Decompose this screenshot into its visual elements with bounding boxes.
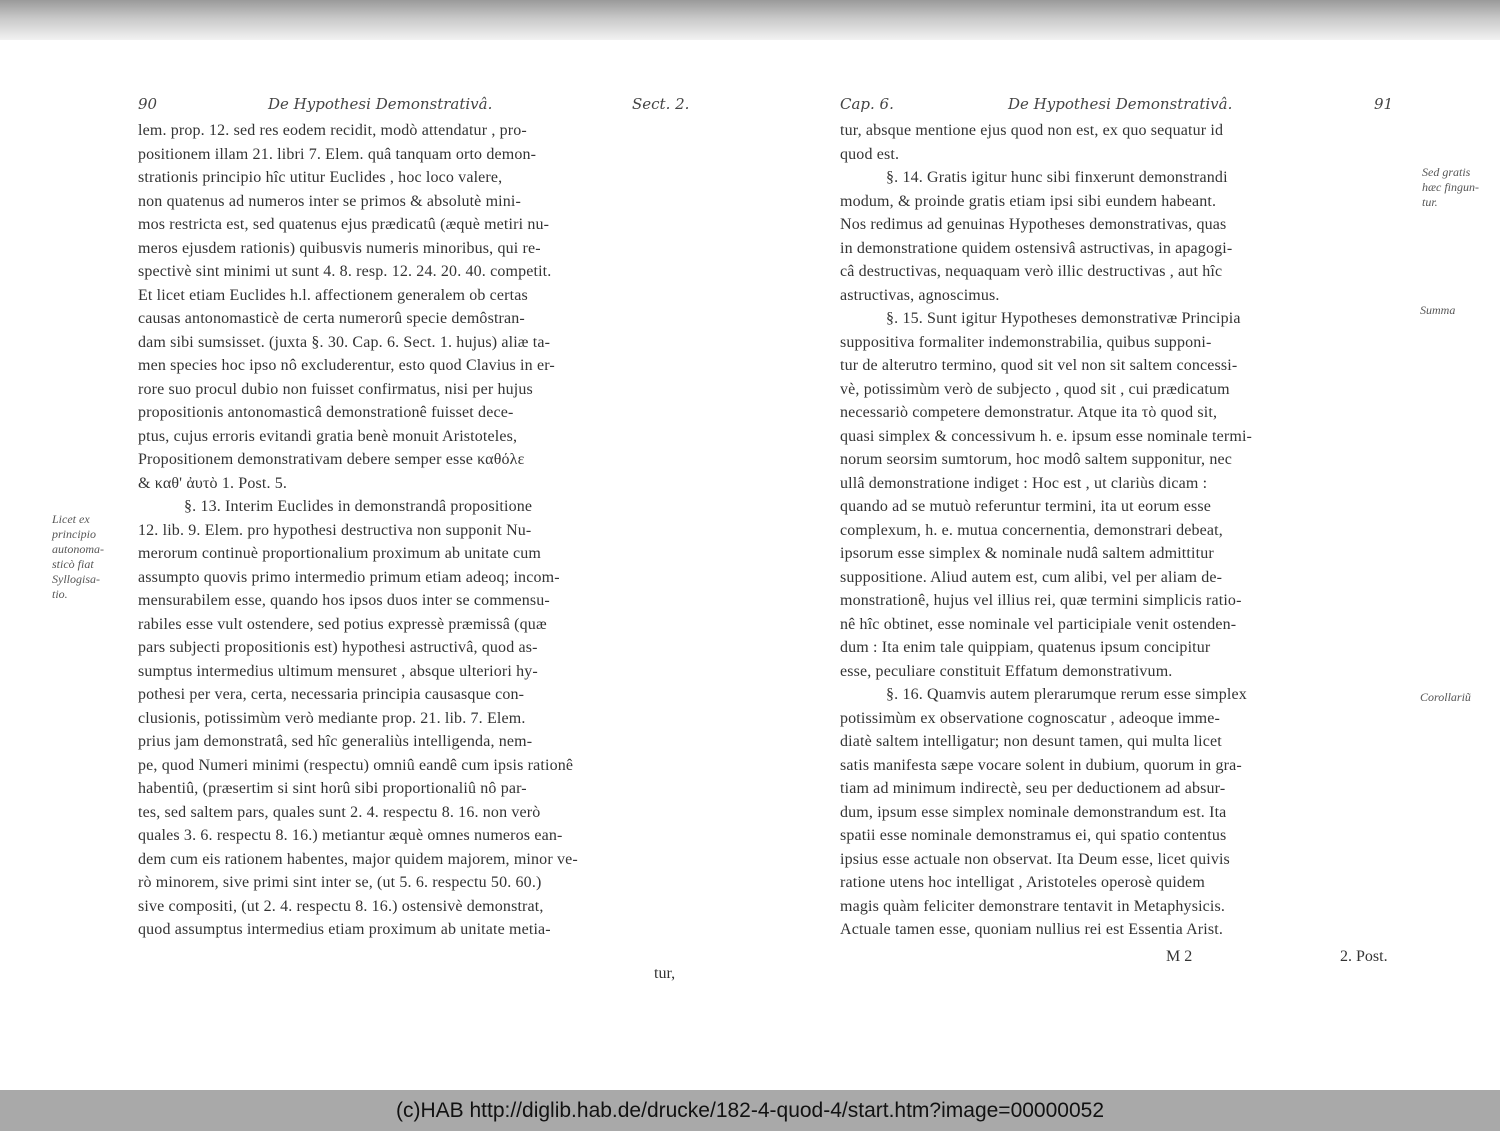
text-line: spatii esse nominale demonstramus ei, qui spatio contentus	[840, 827, 1227, 844]
text-line: rò minorem, sive primi sint inter se, (ut 5. 6. respectu 50. 60.)	[138, 874, 542, 891]
text-line: rabiles esse vult ostendere, sed potius expressè præmissâ (quæ	[138, 615, 547, 633]
text-line: §. 13. Interim Euclides in demonstrandâ propositione	[184, 498, 533, 515]
margin-note	[1420, 303, 1455, 318]
right-page	[840, 95, 1414, 965]
section-label: Sect. 2.	[632, 95, 690, 113]
text-line: tur, absque mentione ejus quod non est, ex quo sequatur id	[840, 122, 1224, 139]
text-line: assumpto quovis primo intermedio primum etiam adeoq; incom-	[138, 568, 560, 586]
margin-note-line: Summa	[1420, 303, 1456, 317]
text-line: satis manifesta sæpe vocare solent in dubium, quorum in gra-	[840, 756, 1242, 774]
attribution-bar	[0, 1090, 1500, 1131]
text-line: magis quàm feliciter demonstrare tentavit in Metaphysicis.	[840, 897, 1226, 915]
text-line: tes, sed saltem pars, quales sunt 2. 4. respectu 8. 16. non verò	[138, 803, 541, 821]
right-page-text	[840, 119, 1414, 942]
margin-note	[1422, 165, 1479, 210]
text-line: complexum, h. e. mutua concernentia, demonstrari debeat,	[840, 521, 1223, 539]
margin-note-line: tur.	[1422, 195, 1438, 209]
text-line: & καθ' ἀυτὸ 1. Post. 5.	[138, 474, 288, 492]
text-line: quales 3. 6. respectu 8. 16.) metiantur æquè omnes numeros ean-	[138, 827, 563, 844]
text-line: mensurabilem esse, quando hos ipsos duos inter se commensu-	[138, 592, 550, 609]
margin-note-line: hæc fingun-	[1422, 180, 1479, 194]
margin-note-line: Syllogisa-	[52, 572, 100, 586]
text-line: quando ad se mutuò referuntur termini, ita ut eorum esse	[840, 498, 1211, 515]
text-line: astructivas, agnoscimus.	[840, 286, 1000, 304]
text-line: quod est.	[840, 145, 900, 163]
text-line: monstrationê, hujus vel illius rei, quæ termini simplicis ratio-	[840, 592, 1242, 609]
text-line: pe, quod Numeri minimi (respectu) omniû eandê cum ipsis rationê	[138, 756, 574, 774]
text-line: vè, potissimùm verò de subjecto , quod sit , cui prædicatum	[840, 380, 1230, 398]
text-line: Propositionem demonstrativam debere semper esse καθόλε	[138, 451, 525, 468]
text-line: §. 16. Quamvis autem plerarumque rerum esse simplex	[886, 686, 1247, 703]
scan-edge-strip	[0, 0, 1500, 40]
text-line: spectivè sint minimi ut sunt 4. 8. resp. 12. 24. 20. 40. competit.	[138, 263, 552, 280]
text-line: §. 14. Gratis igitur hunc sibi finxerunt demonstrandi	[886, 169, 1228, 186]
text-line: §. 15. Sunt igitur Hypotheses demonstrativæ Principia	[886, 310, 1241, 327]
text-line: esse, peculiare constituit Effatum demonstrativum.	[840, 662, 1173, 680]
text-line: prius jam demonstratâ, sed hîc generaliùs intelligenda, nem-	[138, 733, 533, 750]
attribution-text: (c)HAB http://diglib.hab.de/drucke/182-4-quod-4/start.htm?image=00000052	[395, 1098, 1104, 1122]
page-number: 91	[1374, 95, 1394, 113]
text-line: rore suo procul dubio non fuisset confirmatus, nisi per hujus	[138, 380, 533, 398]
text-line: sumptus intermedius ultimum mensuret , absque ulteriori hy-	[138, 662, 538, 680]
text-line: quasi simplex & concessivum h. e. ipsum esse nominale termi-	[840, 427, 1253, 445]
catchword: 2. Post.	[1340, 948, 1388, 965]
text-line: tur de alterutro termino, quod sit vel non sit saltem concessi-	[840, 357, 1238, 374]
left-page-text	[138, 119, 704, 942]
text-line: necessariò competere demonstratur. Atque ita τὸ quod sit,	[840, 404, 1218, 421]
margin-note-line: tio.	[52, 587, 68, 601]
text-line: men species hoc ipso nô excluderentur, esto quod Clavius in er-	[138, 357, 555, 374]
chapter-label: Cap. 6.	[840, 95, 894, 113]
text-line: meros ejusdem rationis) quibusvis numeris minoribus, qui re-	[138, 239, 541, 257]
text-line: potissimùm ex observatione cognoscatur , adeoque imme-	[840, 709, 1221, 727]
running-title: De Hypothesi Demonstrativâ.	[1008, 95, 1233, 113]
text-line: non quatenus ad numeros inter se primos & absolutè mini-	[138, 192, 522, 210]
text-line: 12. lib. 9. Elem. pro hypothesi destructiva non supponit Nu-	[138, 521, 532, 539]
text-line: nê hîc obtinet, esse nominale vel participiale venit ostenden-	[840, 615, 1237, 633]
text-line: Actuale tamen esse, quoniam nullius rei est Essentia Arist.	[840, 921, 1223, 938]
text-line: mos restricta est, sed quatenus ejus prædicatû (æquè metiri nu-	[138, 216, 550, 233]
text-line: ratione utens hoc intelligat , Aristoteles operosè quidem	[840, 874, 1205, 891]
text-line: suppositione. Aliud autem est, cum alibi, vel per aliam de-	[840, 568, 1223, 586]
margin-note-line: Corollariũ	[1420, 690, 1471, 704]
text-line: dum, ipsum esse simplex nominale demonstrandum est. Ita	[840, 803, 1227, 821]
margin-note-line: Licet ex	[52, 512, 90, 526]
text-line: merorum continuè proportionalium proximum ab unitate cum	[138, 545, 541, 562]
text-line: Nos redimus ad genuinas Hypotheses demonstrativas, quas	[840, 216, 1227, 233]
text-line: sive compositi, (ut 2. 4. respectu 8. 16.) ostensivè demonstrat,	[138, 897, 544, 915]
left-page	[138, 95, 704, 982]
text-line: câ destructivas, nequaquam verò illic destructivas , aut hîc	[840, 263, 1223, 280]
margin-note-line: autonoma-	[52, 542, 104, 556]
text-line: dam sibi sumsisset. (juxta §. 30. Cap. 6. Sect. 1. hujus) aliæ ta-	[138, 333, 551, 351]
text-line: dum : Ita enim tale quippiam, quatenus ipsum concipitur	[840, 639, 1211, 656]
text-line: strationis principio hîc utitur Euclides , hoc loco valere,	[138, 169, 503, 186]
margin-note	[52, 512, 104, 602]
text-line: ptus, cujus erroris evitandi gratia benè monuit Aristoteles,	[138, 427, 518, 445]
text-line: causas antonomasticè de certa numerorû specie demôstran-	[138, 310, 525, 327]
text-line: norum seorsim sumtorum, hoc modô saltem supponitur, nec	[840, 451, 1233, 468]
text-line: pars subjecti propositionis est) hypothesi astructivâ, quod as-	[138, 639, 538, 656]
text-line: lem. prop. 12. sed res eodem recidit, modò attendatur , pro-	[138, 122, 527, 139]
signature-mark: M 2	[1166, 948, 1193, 965]
margin-note-line: Sed gratis	[1422, 165, 1471, 179]
text-line: clusionis, potissimùm verò mediante prop. 21. lib. 7. Elem.	[138, 709, 526, 727]
text-line: positionem illam 21. libri 7. Elem. quâ tanquam orto demon-	[138, 145, 537, 163]
right-page-header	[840, 95, 1414, 119]
text-line: pothesi per vera, certa, necessaria principia causasque con-	[138, 686, 525, 703]
margin-note-line: principio	[52, 527, 96, 541]
text-line: tiam ad minimum indirectè, seu per deductionem ad absur-	[840, 780, 1226, 797]
text-line: in demonstratione quidem ostensivâ astructivas, in apagogi-	[840, 239, 1233, 257]
text-line: diatè saltem intelligatur; non desunt tamen, qui multa licet	[840, 733, 1222, 750]
text-line: quod assumptus intermedius etiam proximum ab unitate metia-	[138, 921, 551, 938]
margin-note	[1420, 690, 1471, 705]
text-line: suppositiva formaliter indemonstrabilia, quibus supponi-	[840, 333, 1212, 351]
text-line: ipsius esse actuale non observat. Ita Deum esse, licet quivis	[840, 850, 1230, 868]
page-number: 90	[138, 95, 158, 113]
text-line: modum, & proinde gratis etiam ipsi sibi eundem habeant.	[840, 192, 1217, 210]
text-line: ullâ demonstratione indiget : Hoc est , ut clariùs dicam :	[840, 474, 1208, 492]
catchword: tur,	[654, 965, 676, 982]
text-line: Et licet etiam Euclides h.l. affectionem generalem ob certas	[138, 286, 528, 304]
text-line: propositionis antonomasticâ demonstrationê fuisset dece-	[138, 404, 514, 421]
text-line: habentiû, (præsertim si sint horû sibi proportionaliû nô par-	[138, 780, 527, 797]
running-title: De Hypothesi Demonstrativâ.	[268, 95, 493, 113]
margin-note-line: sticò fiat	[52, 557, 94, 571]
text-line: ipsorum esse simplex & nominale nudâ saltem admittitur	[840, 545, 1214, 562]
text-line: dem cum eis rationem habentes, major quidem majorem, minor ve-	[138, 850, 578, 868]
left-page-header	[138, 95, 704, 119]
